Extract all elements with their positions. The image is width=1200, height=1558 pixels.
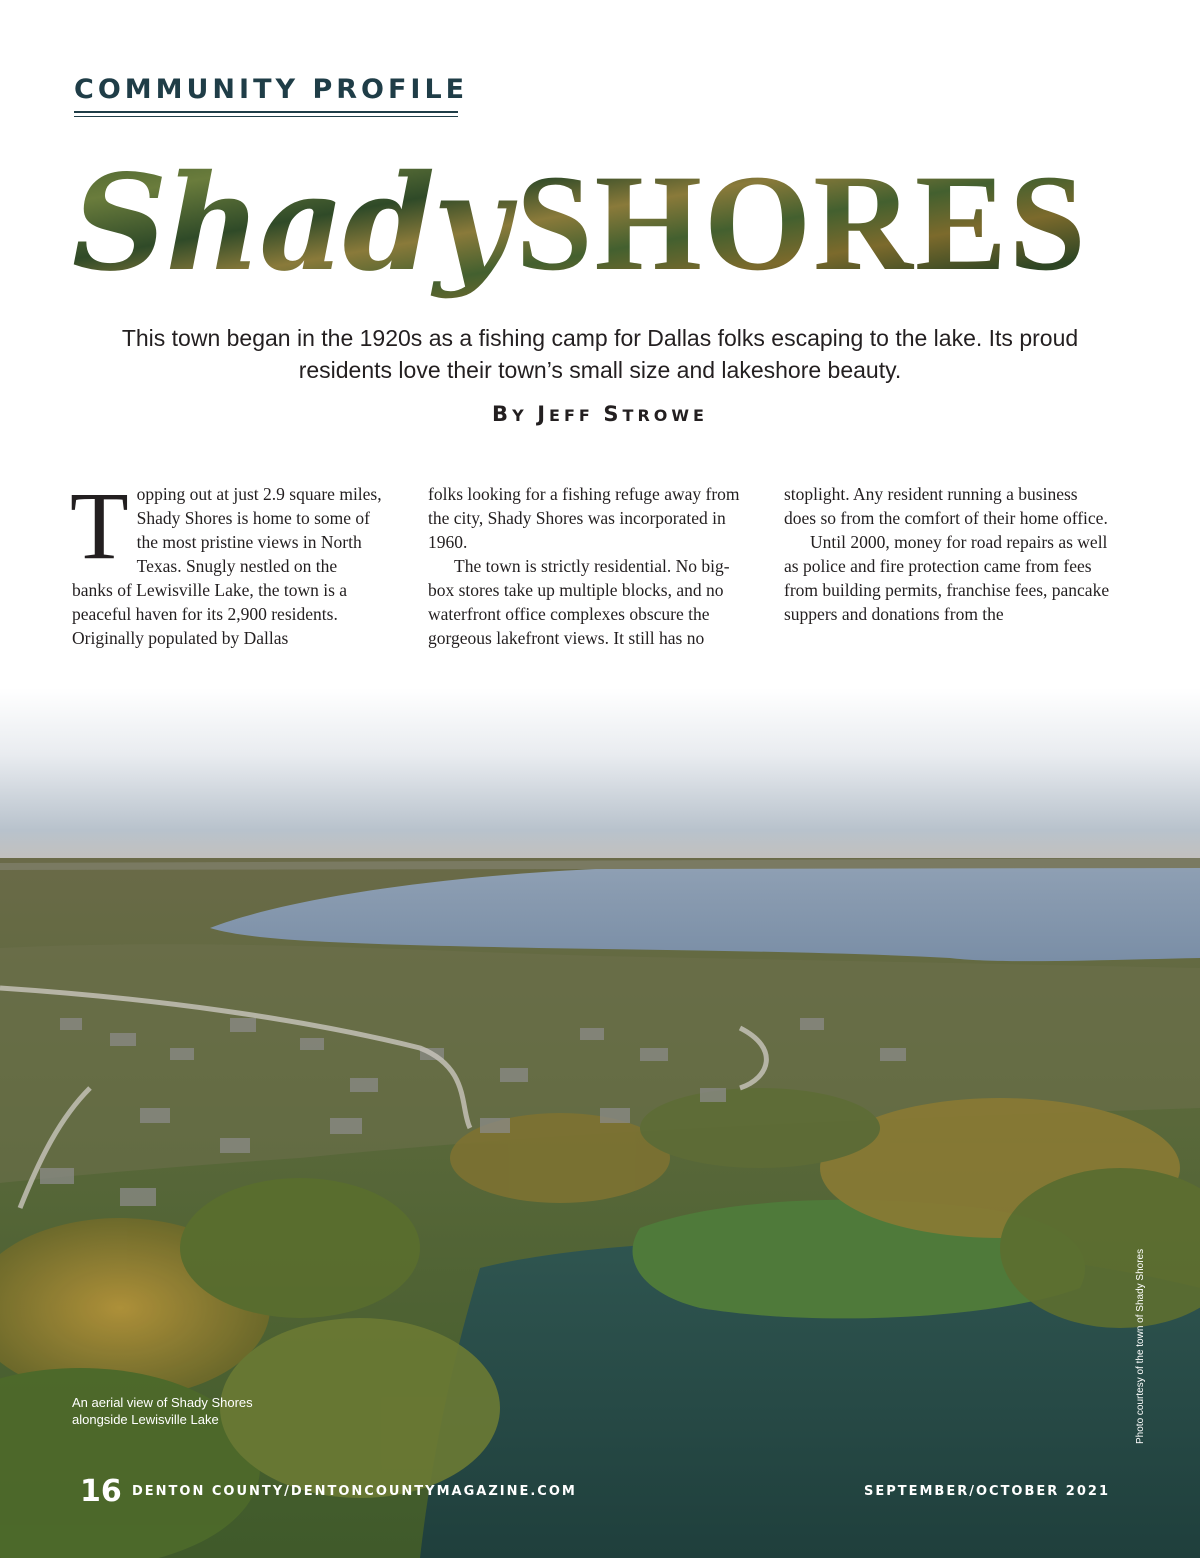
photo-caption: An aerial view of Shady Shores alongside Lewisville Lake <box>72 1395 253 1427</box>
body-text: opping out at just 2.9 square miles, Shady Shores is home to some of the most pristine views in North Texas. Snugly nestled on the banks of Lewisville Lake, the town is a peaceful haven for its 2,900 residents. Originally populated by Dallas <box>72 484 382 648</box>
article-dek: This town began in the 1920s as a fishing camp for Dallas folks escaping to the lake. Its proud residents love their town’s small size and lakeshore beauty. <box>121 325 1079 383</box>
byline: BY JEFF STROWE <box>492 402 708 426</box>
page-number: 16 <box>80 1474 122 1509</box>
title-script-word: Shady <box>72 146 508 301</box>
body-paragraph: stoplight. Any resident running a business does so from the comfort of their home office. <box>784 484 1108 528</box>
footer-issue-date: SEPTEMBER/OCTOBER 2021 <box>863 1484 1110 1499</box>
body-column-2 <box>428 482 748 650</box>
body-column-3 <box>784 482 1114 626</box>
photo-credit: Photo courtesy of the town of Shady Shores <box>1135 1248 1146 1444</box>
body-paragraph: The town is strictly residential. No big-box stores take up multiple blocks, and no waterfront office complexes obscure the gorgeous lakefront views. It still has no <box>428 556 730 648</box>
body-column-1 <box>70 472 382 650</box>
title-caps-word: SHORES <box>515 146 1088 299</box>
section-label: COMMUNITY PROFILE <box>74 74 469 105</box>
footer-publication: DENTON COUNTY/DENTONCOUNTYMAGAZINE.COM <box>132 1484 577 1499</box>
section-rule-thin <box>74 116 458 117</box>
section-rule <box>74 111 458 113</box>
body-paragraph: folks looking for a fishing refuge away from the city, Shady Shores was incorporated in 1960. <box>428 484 740 552</box>
body-paragraph: Until 2000, money for road repairs as well as police and fire protection came from fees from building permits, franchise fees, pancake suppers and donations from the <box>784 532 1110 624</box>
drop-cap: T <box>70 472 129 579</box>
article-title <box>72 138 1132 308</box>
